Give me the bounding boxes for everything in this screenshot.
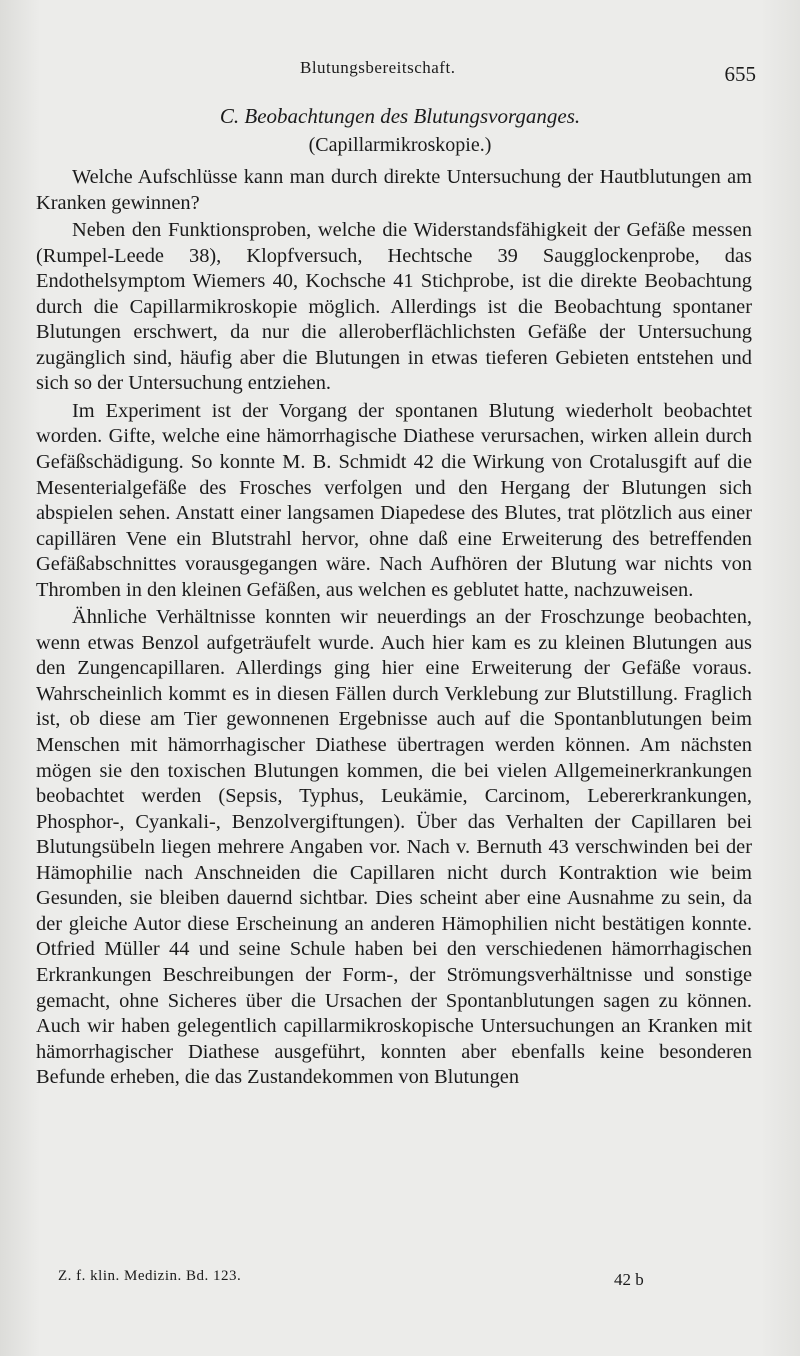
journal-footer: Z. f. klin. Medizin. Bd. 123. — [58, 1268, 242, 1284]
paragraph: Im Experiment ist der Vorgang der spontanen Blutung wiederholt beobachtet worden. Gifte, welche eine hämorrhagische Diathese verursachen, wirken allein durch Gefäßschädigung. So konnte M. B. Schmidt 42 die Wirkung von Crotalusgift auf die Mesenterialgefäße des Frosches verfolgen und den Hergang der Blutungen sich abspielen sehen. Anstatt einer langsamen Diapedese des Blutes, trat plötzlich aus einer capillären Vene ein Blutstrahl hervor, ohne daß eine Erweiterung des betreffenden Gefäßabschnittes vorausgegangen wäre. Nach Aufhören der Blutung war nichts von Thromben in den kleinen Gefäßen, aus welchen es geblutet hatte, nachzuweisen. — [36, 399, 752, 601]
signature-mark: 42 b — [614, 1270, 644, 1289]
page-number: 655 — [724, 62, 756, 86]
running-title: Blutungsbereitschaft. — [300, 58, 456, 77]
body-text — [36, 165, 752, 1091]
paragraph: Welche Aufschlüsse kann man durch direkte Untersuchung der Hautblutungen am Kranken gewinnen? — [36, 166, 752, 214]
paragraph: Neben den Funktionsproben, welche die Widerstandsfähigkeit der Gefäße messen (Rumpel-Leede 38), Klopfversuch, Hechtsche 39 Saugglockenprobe, das Endothelsymptom Wiemers 40, Kochsche 41 Stichprobe, ist die direkte Beobachtung durch die Capillarmikroskopie möglich. Allerdings ist die Beobachtung spontaner Blutungen erschwert, da nur die alleroberflächlichsten Gefäße der Untersuchung zugänglich sind, häufig aber die Blutungen in etwas tieferen Gebieten entstehen und sich so der Untersuchung entziehen. — [36, 219, 752, 395]
section-subtitle: (Capillarmikroskopie.) — [308, 134, 492, 156]
section-title: C. Beobachtungen des Blutungsvorganges. — [219, 104, 581, 128]
paragraph: Ähnliche Verhältnisse konnten wir neuerdings an der Froschzunge beobachten, wenn etwas Benzol aufgeträufelt wurde. Auch hier kam es zu kleinen Blutungen aus den Zungencapillaren. Allerdings ging hier eine Erweiterung der Gefäße voraus. Wahrscheinlich kommt es in diesen Fällen durch Verklebung zur Blutstillung. Fraglich ist, ob diese am Tier gewonnenen Ergebnisse auch auf die Spontanblutungen beim Menschen mit hämorrhagischer Diathese übertragen werden können. Am nächsten mögen sie den toxischen Blutungen kommen, die bei vielen Allgemeinerkrankungen beobachtet werden (Sepsis, Typhus, Leukämie, Carcinom, Lebererkrankungen, Phosphor-, Cyankali-, Benzolvergiftungen). Über das Verhalten der Capillaren bei Blutungsübeln liegen mehrere Angaben vor. Nach v. Bernuth 43 verschwinden bei der Hämophilie nach Anschneiden die Capillaren nicht durch Kontraktion wie beim Gesunden, sie bleiben dauernd sichtbar. Dies scheint aber eine Ausnahme zu sein, da der gleiche Autor diese Erscheinung an anderen Hämophilien nicht bestätigen konnte. Otfried Müller 44 und seine Schule haben bei den verschiedenen hämorrhagischen Erkrankungen Beschreibungen der Form-, der Strömungsverhältnisse und sonstige gemacht, ohne Sicheres über die Ursachen der Spontanblutungen sagen zu können. Auch wir haben gelegentlich capillarmikroskopische Untersuchungen an Kranken mit hämorrhagischer Diathese ausgeführt, konnten aber ebenfalls keine besonderen Befunde erheben, die das Zustandekommen von Blutungen — [36, 606, 752, 1089]
